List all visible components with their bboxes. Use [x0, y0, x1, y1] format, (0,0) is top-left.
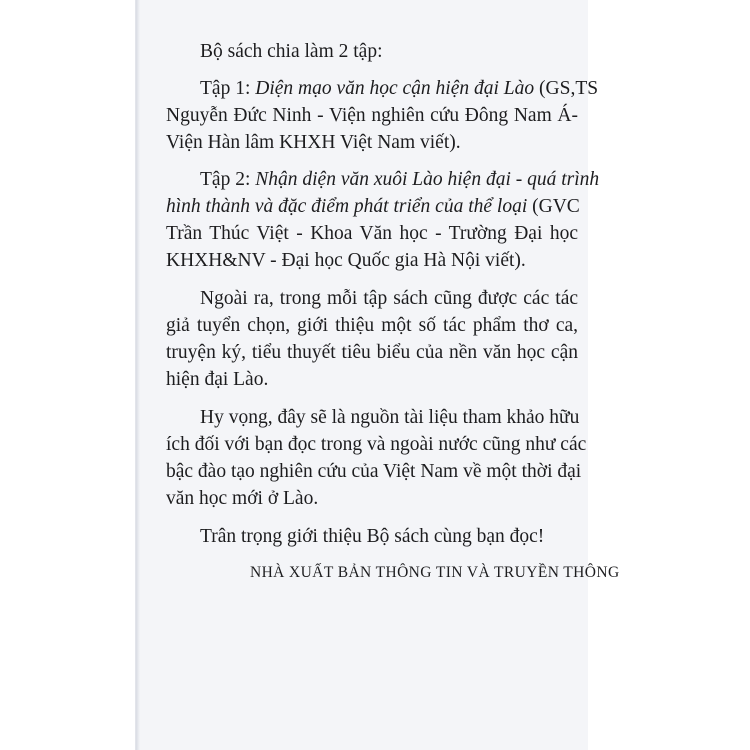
hope-line4: văn học mới ở Lào. — [166, 488, 319, 509]
volume1-title: Diện mạo văn học cận hiện đại Lào — [255, 78, 535, 99]
volume2-title-part1: Nhận diện văn xuôi Lào hiện đại - quá trình — [255, 169, 600, 190]
book-page — [136, 0, 620, 750]
hope-line3: bậc đào tạo nghiên cứu của Việt Nam về một thời đại — [166, 461, 582, 482]
volume1-line1 — [200, 77, 598, 101]
publisher-signature: NHÀ XUẤT BẢN THÔNG TIN VÀ TRUYỀN THÔNG — [250, 564, 620, 581]
volume2-title-part2: hình thành và đặc điểm phát triển của thể loại — [166, 196, 528, 217]
extra-line2: giả tuyển chọn, giới thiệu một số tác phẩm thơ ca, — [166, 315, 578, 336]
volume1-author-start: (GS,TS — [534, 78, 599, 99]
hope-line1: Hy vọng, đây sẽ là nguồn tài liệu tham khảo hữu — [200, 407, 580, 428]
volume1-line3: Viện Hàn lâm KHXH Việt Nam viết). — [166, 132, 461, 153]
volume1-line2: Nguyễn Đức Ninh - Viện nghiên cứu Đông Nam Á- — [166, 105, 578, 126]
volume2-author-start: (GVC — [527, 196, 580, 217]
intro-line: Bộ sách chia làm 2 tập: — [200, 41, 383, 62]
closing-line: Trân trọng giới thiệu Bộ sách cùng bạn đọc! — [200, 526, 545, 547]
extra-line3: truyện ký, tiểu thuyết tiêu biểu của nền văn học cận — [166, 342, 578, 363]
volume2-line1 — [200, 168, 600, 192]
volume2-label: Tập 2: — [200, 169, 256, 190]
volume1-label: Tập 1: — [200, 78, 256, 99]
volume2-line4: KHXH&NV - Đại học Quốc gia Hà Nội viết). — [166, 250, 526, 271]
extra-line1: Ngoài ra, trong mỗi tập sách cũng được các tác — [200, 288, 578, 309]
volume2-line2 — [166, 195, 578, 219]
volume2-line3: Trần Thúc Việt - Khoa Văn học - Trường Đại học — [166, 223, 578, 244]
extra-line4: hiện đại Lào. — [166, 369, 269, 390]
page-spine-shadow — [136, 0, 140, 750]
hope-line2: ích đối với bạn đọc trong và ngoài nước cũng như các — [166, 434, 587, 455]
